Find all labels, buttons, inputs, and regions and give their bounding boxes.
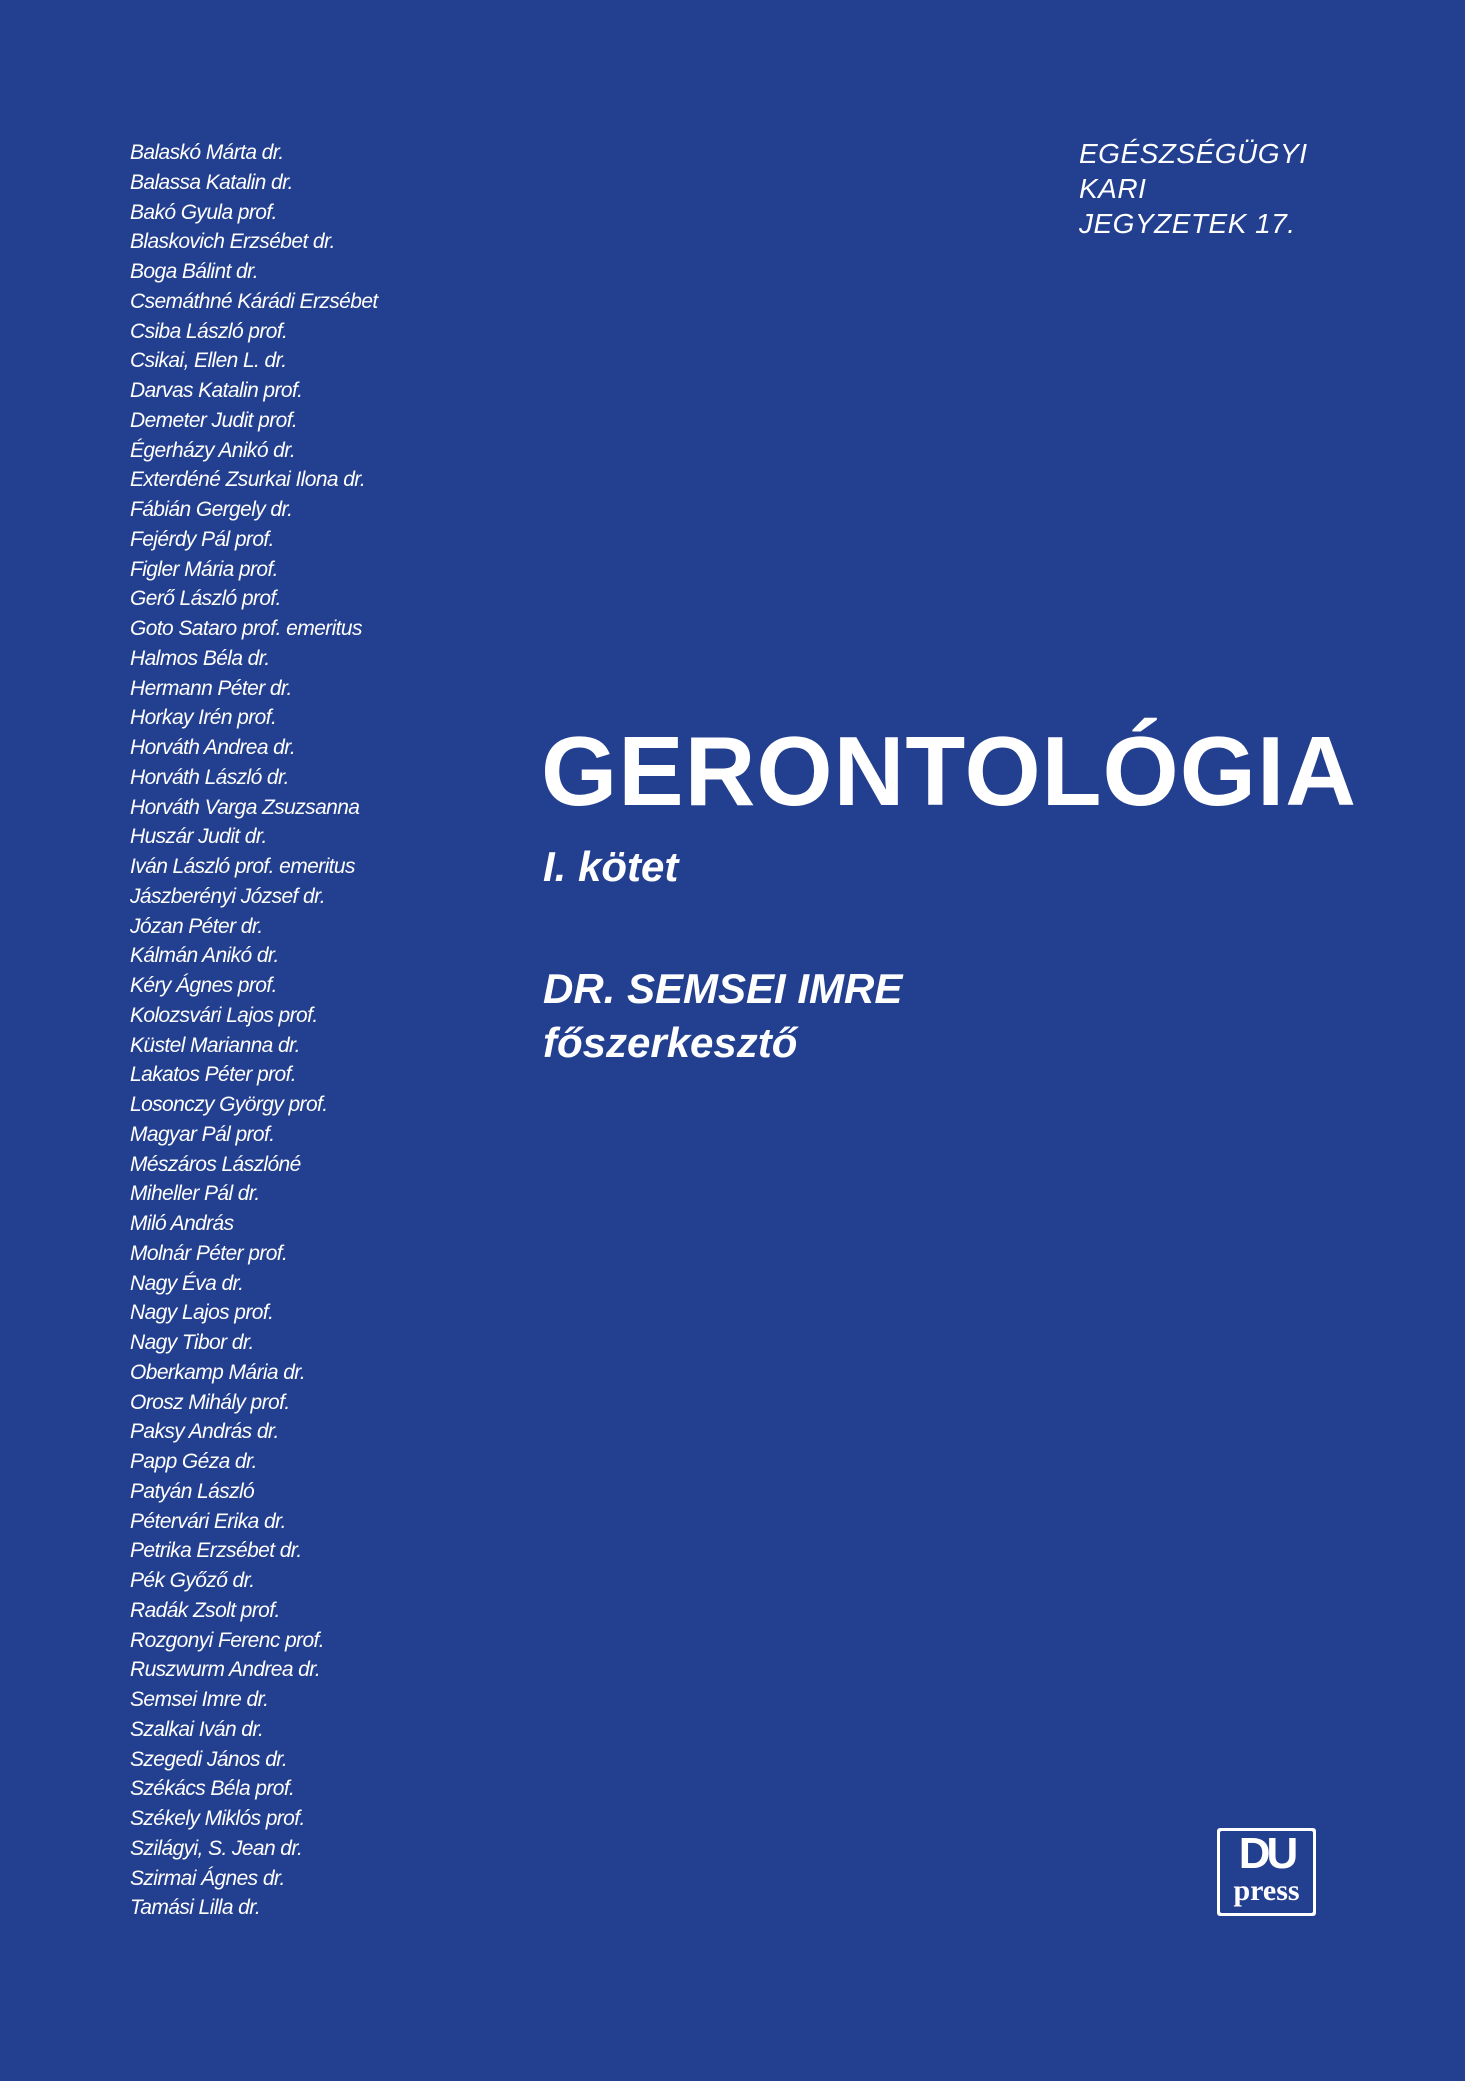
author-name: Csikai, Ellen L. dr. <box>130 349 287 373</box>
author-name: Demeter Judit prof. <box>130 408 298 432</box>
author-name: Patyán László <box>130 1479 255 1503</box>
author-name: Iván László prof. emeritus <box>130 855 355 878</box>
author-name: Küstel Marianna dr. <box>130 1033 300 1057</box>
author-name: Semsei Imre dr. <box>130 1688 269 1711</box>
author-name: Molnár Péter prof. <box>130 1241 288 1265</box>
author-name: Losonczy György prof. <box>130 1093 328 1116</box>
author-name: Fejérdy Pál prof. <box>130 527 274 551</box>
author-name: Szilágyi, S. Jean dr. <box>130 1836 303 1860</box>
publisher-logo-press: press <box>1233 1874 1300 1907</box>
author-name: Kéry Ágnes prof. <box>130 974 277 997</box>
series-line: JEGYZETEK 17. <box>1079 208 1296 239</box>
author-name: Jászberényi József dr. <box>130 884 325 908</box>
author-name: Blaskovich Erzsébet dr. <box>130 230 335 254</box>
author-name: Petrika Erzsébet dr. <box>130 1539 302 1563</box>
author-name: Tamási Lilla dr. <box>130 1896 261 1920</box>
author-name: Égerházy Anikó dr. <box>130 438 296 462</box>
author-name: Bakó Gyula prof. <box>130 200 277 224</box>
author-name: Boga Bálint dr. <box>130 260 258 283</box>
author-name: Gerő László prof. <box>130 587 281 611</box>
publisher-logo-du: DU <box>1238 1829 1295 1878</box>
author-name: Szirmai Ágnes dr. <box>130 1866 285 1890</box>
author-list <box>130 138 378 1923</box>
author-name: Pétervári Erika dr. <box>130 1509 286 1533</box>
author-name: Balassa Katalin dr. <box>130 170 293 194</box>
editor-name: DR. SEMSEI IMRE <box>543 965 903 1012</box>
author-name: Székely Miklós prof. <box>130 1807 305 1830</box>
author-name: Lakatos Péter prof. <box>130 1063 297 1087</box>
author-name: Papp Géza dr. <box>130 1450 257 1473</box>
author-name: Paksy András dr. <box>130 1420 279 1444</box>
author-name: Goto Sataro prof. emeritus <box>130 617 362 640</box>
series-line: KARI <box>1079 173 1147 204</box>
author-name: Horváth Varga Zsuzsanna <box>130 795 360 819</box>
book-title: GERONTOLÓGIA <box>541 716 1358 826</box>
author-name: Szalkai Iván dr. <box>130 1717 264 1741</box>
author-name: Huszár Judit dr. <box>130 825 267 849</box>
publisher-logo-frame <box>1220 1831 1313 1913</box>
author-name: Halmos Béla dr. <box>130 646 270 670</box>
author-name: Horváth László dr. <box>130 765 289 789</box>
author-name: Kálmán Anikó dr. <box>130 944 279 968</box>
author-name: Orosz Mihály prof. <box>130 1390 290 1414</box>
series-name <box>1079 136 1308 241</box>
author-name: Horkay Irén prof. <box>130 706 277 730</box>
author-name: Rozgonyi Ferenc prof. <box>130 1628 324 1652</box>
author-name: Pék Győző dr. <box>130 1569 255 1592</box>
publisher-logo <box>1217 1828 1316 1916</box>
author-name: Fábián Gergely dr. <box>130 498 293 521</box>
author-name: Mészáros Lászlóné <box>130 1152 301 1176</box>
series-line: EGÉSZSÉGÜGYI <box>1079 138 1308 169</box>
author-name: Ruszwurm Andrea dr. <box>130 1658 321 1682</box>
author-name: Székács Béla prof. <box>130 1777 295 1801</box>
author-name: Oberkamp Mária dr. <box>130 1360 306 1384</box>
editor-role: főszerkesztő <box>543 1019 798 1066</box>
author-name: Józan Péter dr. <box>130 914 263 938</box>
author-name: Nagy Tibor dr. <box>130 1331 254 1354</box>
author-name: Miló András <box>130 1212 234 1235</box>
author-name: Szegedi János dr. <box>130 1747 288 1771</box>
author-name: Nagy Éva dr. <box>130 1271 244 1295</box>
author-name: Miheller Pál dr. <box>130 1182 260 1206</box>
author-name: Darvas Katalin prof. <box>130 379 303 402</box>
author-name: Horváth Andrea dr. <box>130 736 296 759</box>
author-name: Hermann Péter dr. <box>130 676 292 700</box>
author-name: Radák Zsolt prof. <box>130 1598 280 1622</box>
author-name: Figler Mária prof. <box>130 557 278 581</box>
volume-label: I. kötet <box>543 843 679 890</box>
editor-block <box>543 962 902 1070</box>
author-name: Nagy Lajos prof. <box>130 1301 274 1325</box>
author-name: Balaskó Márta dr. <box>130 141 284 164</box>
author-name: Kolozsvári Lajos prof. <box>130 1003 318 1027</box>
author-name: Csemáthné Kárádi Erzsébet <box>130 289 378 313</box>
author-name: Csiba László prof. <box>130 319 288 343</box>
author-name: Exterdéné Zsurkai Ilona dr. <box>130 468 366 492</box>
author-name: Magyar Pál prof. <box>130 1122 275 1146</box>
